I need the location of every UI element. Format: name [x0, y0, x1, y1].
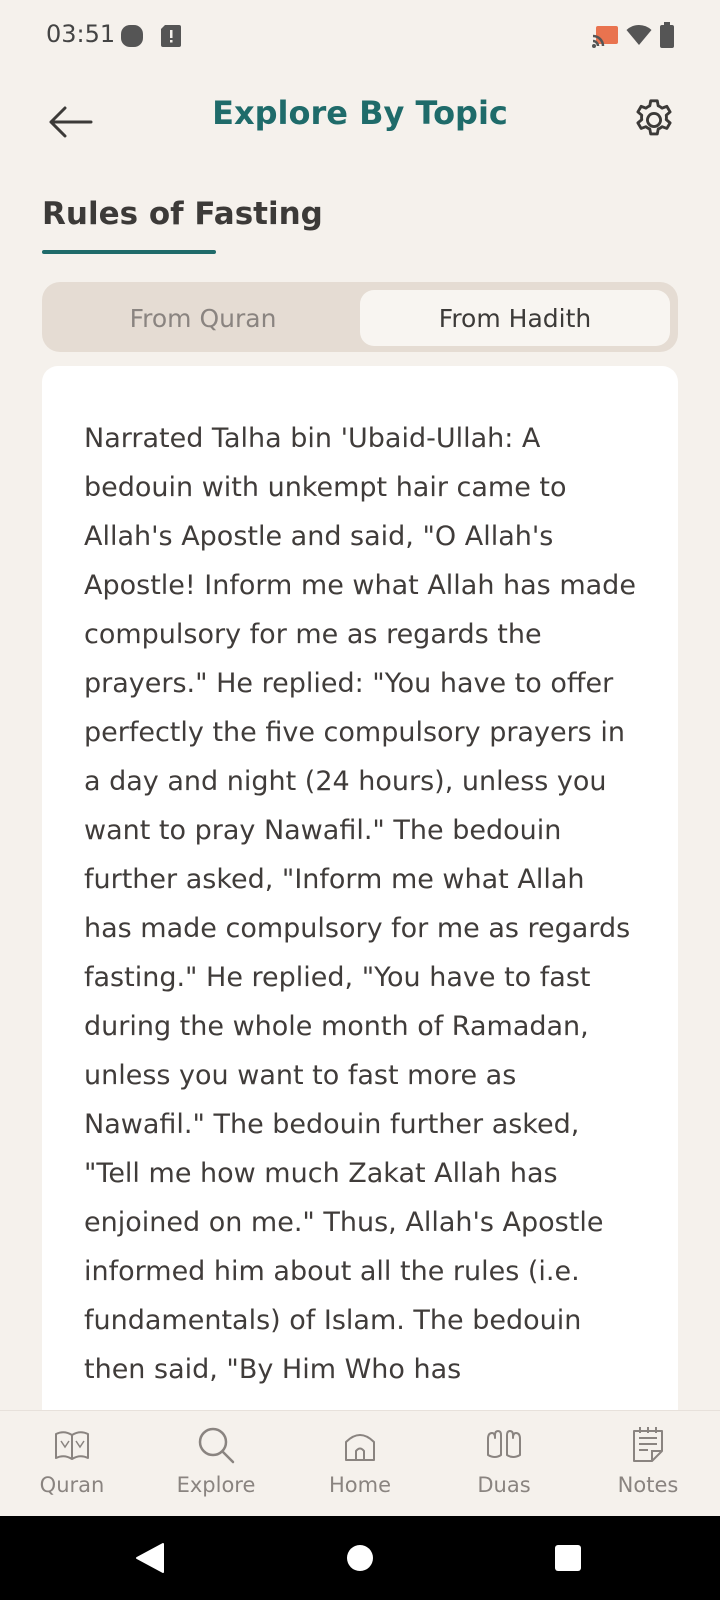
tab-from-quran[interactable]: From Quran — [129, 303, 277, 333]
bottom-nav — [0, 1410, 720, 1517]
nav-item-home[interactable] — [288, 1411, 432, 1517]
praying-hands-icon — [484, 1425, 524, 1465]
cast-icon — [592, 24, 620, 48]
alert-notification-icon — [160, 24, 182, 48]
system-back-button[interactable] — [130, 1538, 170, 1578]
nav-item-quran[interactable] — [0, 1411, 144, 1517]
source-segmented-control — [42, 282, 678, 352]
book-icon — [52, 1425, 92, 1465]
nav-label-duas: Duas — [477, 1473, 531, 1497]
nav-label-quran: Quran — [39, 1473, 105, 1497]
nav-label-home: Home — [328, 1473, 391, 1497]
hadith-card[interactable] — [42, 366, 678, 1466]
section-title-underline — [42, 250, 216, 254]
gear-icon — [631, 97, 677, 143]
status-bar — [0, 0, 720, 72]
triangle-back-icon — [135, 1542, 165, 1574]
circle-notification-icon — [120, 24, 144, 48]
status-time: 03:51 — [46, 20, 116, 48]
system-nav-bar — [0, 1516, 720, 1600]
page-title: Explore By Topic — [212, 94, 508, 132]
square-recents-icon — [554, 1544, 582, 1572]
wifi-icon — [626, 24, 652, 46]
hadith-text: Narrated Talha bin 'Ubaid-Ullah: A bedouin with unkempt hair came to Allah's Apostle and said, "O Allah's Apostle! Inform me what Allah has made compulsory for me as regards the prayers." He replied: "You have to offer perfectly the five compulsory prayers in a day and night (24 hours), unless you want to pray Nawafil." The bedouin further asked, "Inform me what Allah has made compulsory for me as regards fasting." He replied, "You have to fast during the whole month of Ramadan, unless you want to fast more as Nawafil." The bedouin further asked, "Tell me how much Zakat Allah has enjoined on me." Thus, Allah's Apostle informed him about all the rules (i.e. fundamentals) of Islam. The bedouin then said, "By Him Who has — [84, 423, 636, 1385]
circle-home-icon — [346, 1544, 374, 1572]
nav-item-duas[interactable] — [432, 1411, 576, 1517]
app-header — [0, 72, 720, 192]
home-icon — [340, 1425, 380, 1465]
nav-label-notes: Notes — [617, 1473, 679, 1497]
nav-item-explore[interactable] — [144, 1411, 288, 1517]
nav-item-notes[interactable] — [576, 1411, 720, 1517]
nav-label-explore: Explore — [176, 1473, 256, 1497]
settings-button[interactable] — [626, 92, 682, 148]
search-icon — [196, 1425, 236, 1465]
battery-icon — [660, 22, 674, 48]
system-recents-button[interactable] — [548, 1538, 588, 1578]
section-title: Rules of Fasting — [42, 196, 323, 232]
tab-from-hadith[interactable]: From Hadith — [360, 290, 670, 346]
notes-icon — [628, 1425, 668, 1465]
system-home-button[interactable] — [340, 1538, 380, 1578]
